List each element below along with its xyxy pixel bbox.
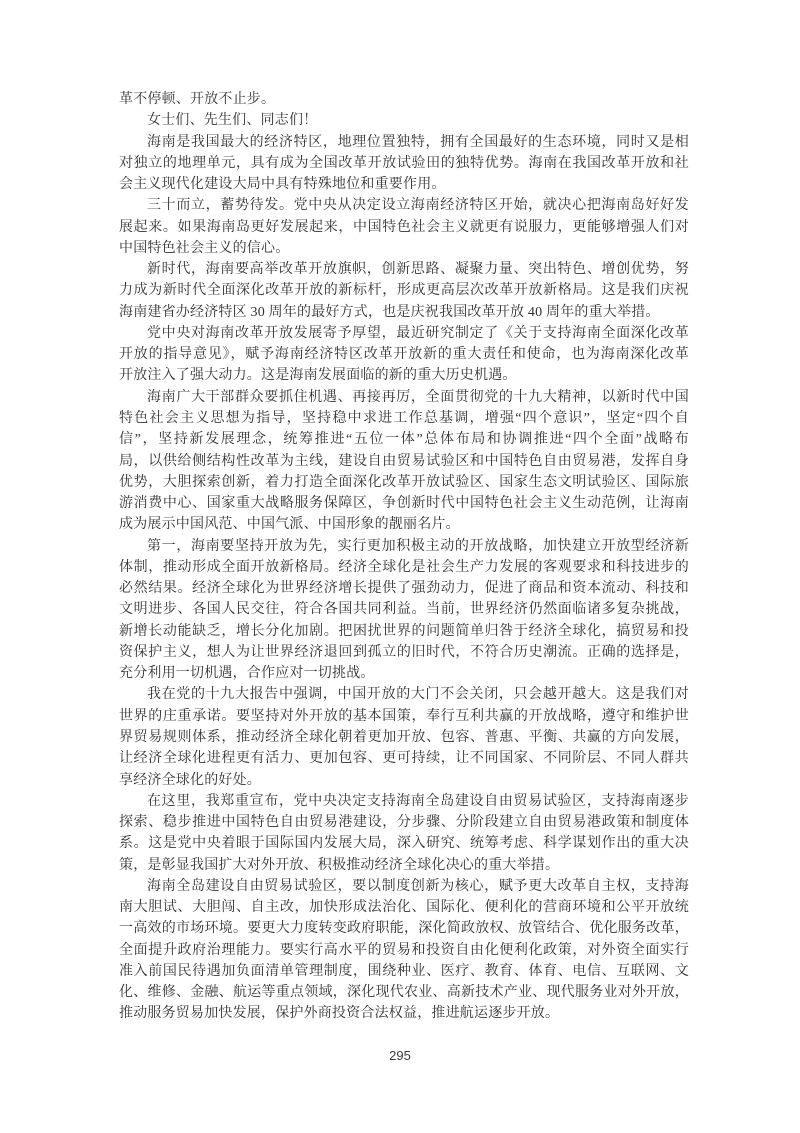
text-line: 准入前国民待遇加负面清单管理制度，围绕种业、医疗、教育、体育、电信、互联网、文 xyxy=(119,963,689,979)
text-line: 开放注入了强大动力。这是海南发展面临的新的重大历史机遇。 xyxy=(119,368,517,384)
text-line: 开放的指导意见》，赋予海南经济特区改革开放新的重大责任和使命，也为海南深化改革 xyxy=(119,347,689,363)
text-line: 优势，大胆探索创新，着力打造全面深化改革开放试验区、国家生态文明试验区、国际旅 xyxy=(119,474,689,490)
text-line: 党中央对海南改革开放发展寄予厚望，最近研究制定了《关于支持海南全面深化改革 xyxy=(147,325,689,341)
text-line: 局，以供给侧结构性改革为主线，建设自由贸易试验区和中国特色自由贸易港，发挥自身 xyxy=(119,453,689,469)
text-line: 我在党的十九大报告中强调，中国开放的大门不会关闭，只会越开越大。这是我们对 xyxy=(147,687,689,703)
text-line: 第一，海南要坚持开放为先，实行更加积极主动的开放战略，加快建立开放型经济新 xyxy=(147,538,689,554)
text-line: 中国特色社会主义的信心。 xyxy=(119,240,290,256)
text-line: 三十而立，蓄势待发。党中央从决定设立海南经济特区开始，就决心把海南岛好好发 xyxy=(147,198,689,214)
text-line: 南大胆试、大胆闯、自主改，加快形成法治化、国际化、便利化的营商环境和公平开放统 xyxy=(119,900,689,916)
text-line: 特色社会主义思想为指导，坚持稳中求进工作总基调，增强“四个意识”，坚定“四个自 xyxy=(119,410,689,426)
text-line: 一高效的市场环境。要更大力度转变政府职能，深化简政放权、放管结合、优化服务改革， xyxy=(119,921,689,937)
text-line: 新时代，海南要高举改革开放旗帜，创新思路、凝聚力量、突出特色、增创优势，努 xyxy=(147,262,689,278)
text-line: 海南全岛建设自由贸易试验区，要以制度创新为核心，赋予更大改革自主权，支持海 xyxy=(147,878,689,894)
text-line: 海南建省办经济特区 30 周年的最好方式，也是庆祝我国改革开放 40 周年的重大举措。 xyxy=(119,304,660,320)
text-line: 让经济全球化进程更有活力、更加包容、更可持续，让不同国家、不同阶层、不同人群共 xyxy=(119,751,689,767)
text-line: 体制，推动形成全面开放新格局。经济全球化是社会生产力发展的客观要求和科技进步的 xyxy=(119,559,689,575)
text-line: 海南是我国最大的经济特区，地理位置独特，拥有全国最好的生态环境，同时又是相 xyxy=(147,134,689,150)
text-line: 会主义现代化建设大局中具有特殊地位和重要作用。 xyxy=(119,177,446,193)
text-line: 信”，坚持新发展理念，统筹推进“五位一体”总体布局和协调推进“四个全面”战略布 xyxy=(119,432,689,448)
text-line: 世界的庄重承诺。要坚持对外开放的基本国策，奉行互利共赢的开放战略，遵守和维护世 xyxy=(119,708,689,724)
text-line: 对独立的地理单元，具有成为全国改革开放试验田的独特优势。海南在我国改革开放和社 xyxy=(119,155,689,171)
text-line: 化、维修、金融、航运等重点领域，深化现代农业、高新技术产业、现代服务业对外开放， xyxy=(119,985,689,1001)
body-text xyxy=(119,89,689,1025)
text-line: 探索、稳步推进中国特色自由贸易港建设，分步骤、分阶段建立自由贸易港政策和制度体 xyxy=(119,815,689,831)
text-line: 资保护主义，想人为让世界经济退回到孤立的旧时代，不符合历史潮流。正确的选择是， xyxy=(119,644,689,660)
text-line: 成为展示中国风范、中国气派、中国形象的靓丽名片。 xyxy=(119,517,460,533)
text-line: 享经济全球化的好处。 xyxy=(119,772,261,788)
text-line: 海南广大干部群众要抓住机遇、再接再厉，全面贯彻党的十九大精神，以新时代中国 xyxy=(147,389,689,405)
text-line: 在这里，我郑重宣布，党中央决定支持海南全岛建设自由贸易试验区，支持海南逐步 xyxy=(147,793,689,809)
text-line: 女士们、先生们、同志们！ xyxy=(147,113,318,129)
text-line: 全面提升政府治理能力。要实行高水平的贸易和投资自由化便利化政策，对外资全面实行 xyxy=(119,942,689,958)
page-footer xyxy=(0,1047,800,1065)
text-line: 必然结果。经济全球化为世界经济增长提供了强劲动力，促进了商品和资本流动、科技和 xyxy=(119,581,689,597)
page-number: 295 xyxy=(389,1048,411,1063)
text-line: 界贸易规则体系，推动经济全球化朝着更加开放、包容、普惠、平衡、共赢的方向发展， xyxy=(119,729,689,745)
text-line: 文明进步、各国人民交往，符合各国共同利益。当前，世界经济仍然面临诸多复杂挑战， xyxy=(119,602,689,618)
text-line: 新增长动能缺乏，增长分化加剧。把困扰世界的问题简单归咎于经济全球化，搞贸易和投 xyxy=(119,623,689,639)
text-line: 游消费中心、国家重大战略服务保障区，争创新时代中国特色社会主义生动范例，让海南 xyxy=(119,496,689,512)
text-line: 革不停顿、开放不止步。 xyxy=(119,92,276,107)
text-line: 系。这是党中央着眼于国际国内发展大局，深入研究、统筹考虑、科学谋划作出的重大决 xyxy=(119,836,689,852)
text-line: 推动服务贸易加快发展，保护外商投资合法权益，推进航运逐步开放。 xyxy=(119,1006,560,1022)
text-line: 策，是彰显我国扩大对外开放、积极推动经济全球化决心的重大举措。 xyxy=(119,857,560,873)
text-line: 展起来。如果海南岛更好发展起来，中国特色社会主义就更有说服力，更能够增强人们对 xyxy=(119,219,689,235)
text-line: 充分利用一切机遇，合作应对一切挑战。 xyxy=(119,666,375,682)
text-line: 力成为新时代全面深化改革开放的新标杆，形成更高层次改革开放新格局。这是我们庆祝 xyxy=(119,283,689,299)
